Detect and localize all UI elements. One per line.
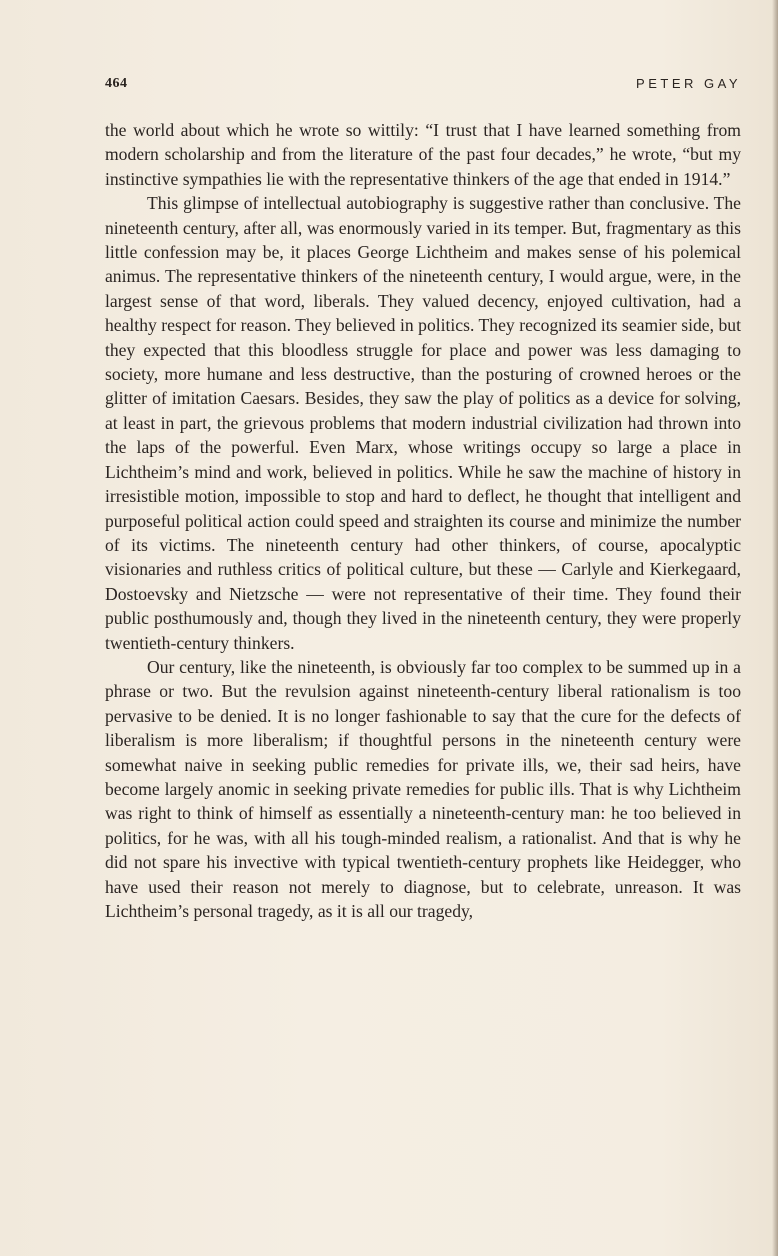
page-header: [105, 76, 741, 96]
page-edge-shadow: [772, 0, 778, 1256]
paragraph-continuation: the world about which he wrote so wittily: “I trust that I have learned something from modern scholarship and from the literature of the past four decades,” he wrote, “but my instinctive sympathies lie with the representative thinkers of the age that ended in 1914.”: [105, 120, 741, 189]
paragraph: This glimpse of intellectual autobiography is suggestive rather than conclusive. The nineteenth century, after all, was enormously varied in its temper. But, fragmentary as this little confession may be, it places George Lichtheim and makes sense of his polemical animus. The representative thinkers of the nineteenth century, I would argue, were, in the largest sense of that word, liberals. They valued decency, enjoyed cultivation, had a healthy respect for reason. They believed in politics. They recognized its seamier side, but they expected that this bloodless struggle for place and power was less damaging to society, more humane and less destructive, than the posturing of crowned heroes or the glitter of imitation Caesars. Besides, they saw the play of politics as a device for solving, at least in part, the grievous problems that modern industrial civilization had thrown into the laps of the powerful. Even Marx, whose writings occupy so large a place in Lichtheim’s mind and work, believed in politics. While he saw the machine of history in irresistible motion, impossible to stop and hard to deflect, he thought that intelligent and purposeful political action could speed and straighten its course and minimize the number of its victims. The nineteenth century had other thinkers, of course, apocalyptic visionaries and ruthless critics of political culture, but these — Carlyle and Kierkegaard, Dostoevsky and Nietzsche — were not representative of their time. They found their public posthumously and, though they lived in the nineteenth century, they were properly twentieth-century thinkers.: [105, 193, 741, 653]
paragraph: Our century, like the nineteenth, is obviously far too complex to be summed up in a phrase or two. But the revulsion against nineteenth-century liberal rationalism is too pervasive to be denied. It is no longer fashionable to say that the cure for the defects of liberalism is more liberalism; if thoughtful persons in the nineteenth century were somewhat naive in seeking public remedies for private ills, we, their sad heirs, have become largely anomic in seeking private remedies for public ills. That is why Lichtheim was right to think of himself as essentially a nineteenth-century man: he too believed in politics, for he was, with all his tough-minded realism, a rationalist. And that is why he did not spare his invective with typical twentieth-century prophets like Heidegger, who have used their reason not merely to diagnose, but to celebrate, unreason. It was Lichtheim’s personal tragedy, as it is all our tragedy,: [105, 656, 741, 921]
page-number: 464: [105, 76, 128, 91]
body-text: [105, 118, 741, 923]
running-head: PETER GAY: [636, 76, 741, 91]
